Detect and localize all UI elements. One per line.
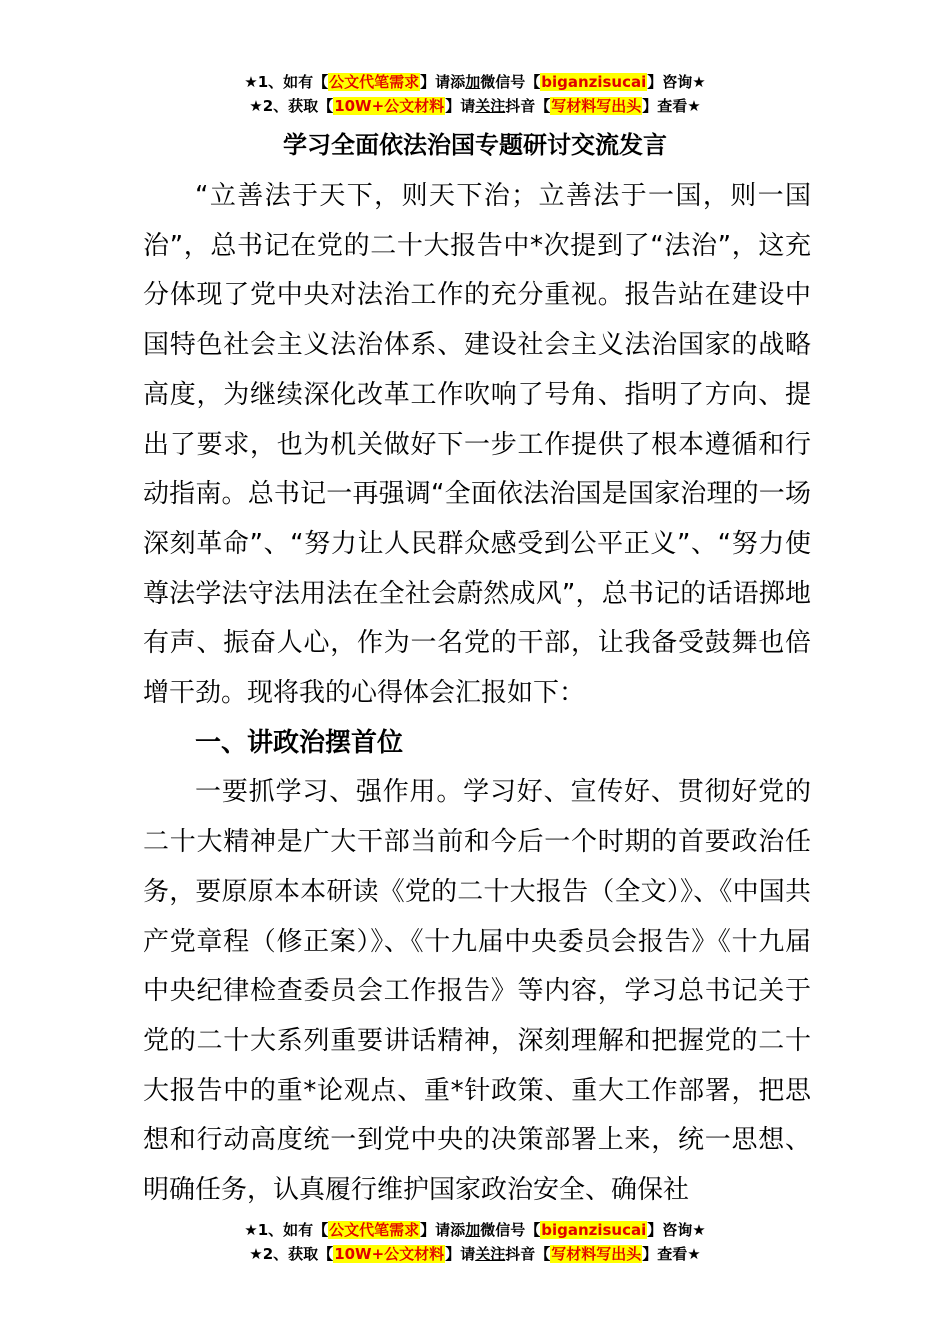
footer-highlight-service: 公文代笔需求 [329, 1221, 420, 1239]
header-highlight-materials: 10W+公文材料 [334, 97, 445, 115]
footer-line-1: ★1、如有【公文代笔需求】请添加微信号【biganzisucai】咨询★ [244, 1221, 706, 1239]
header-line-2: ★2、获取【10W+公文材料】请关注抖音【写材料写出头】查看★ [249, 97, 701, 115]
footer-banner [0, 1218, 950, 1266]
header-highlight-wechat: biganzisucai [541, 73, 647, 91]
header-banner [0, 70, 950, 118]
header-line-1: ★1、如有【公文代笔需求】请添加微信号【biganzisucai】咨询★ [244, 73, 706, 91]
paragraph-intro: “立善法于天下，则天下治；立善法于一国，则一国治”，总书记在党的二十大报告中*次提到了“法治”，这充分体现了党中央对法治工作的充分重视。报告站在建设中国特色社会主义法治体系、建设社会主义法治国家的战略高度，为继续深化改革工作吹响了号角、指明了方向、提出了要求，也为机关做好下一步工作提供了根本遵循和行动指南。总书记一再强调“全面依法治国是国家治理的一场深刻革命”、“努力让人民群众感受到公平正义”、“努力使尊法学法守法用法在全社会蔚然成风”，总书记的话语掷地有声、振奋人心，作为一名党的干部，让我备受鼓舞也倍增干劲。现将我的心得体会汇报如下： [143, 181, 811, 709]
footer-highlight-wechat: biganzisucai [541, 1221, 647, 1239]
section-heading-1: 一、讲政治摆首位 [195, 727, 404, 758]
footer-highlight-douyin: 写材料写出头 [551, 1245, 642, 1263]
header-highlight-douyin: 写材料写出头 [551, 97, 642, 115]
paragraph-section-1: 一要抓学习、强作用。学习好、宣传好、贯彻好党的二十大精神是广大干部当前和今后一个时期的首要政治任务，要原原本本研读《党的二十大报告（全文）》、《中国共产党章程（修正案）》、《十九届中央委员会报告》《十九届中央纪律检查委员会工作报告》等内容，学习总书记关于党的二十大系列重要讲话精神，深刻理解和把握党的二十大报告中的重*论观点、重*针政策、重大工作部署，把思想和行动高度统一到党中央的决策部署上来，统一思想、明确任务，认真履行维护国家政治安全、确保社 [143, 777, 811, 1206]
document-title: 学习全面依法治国专题研讨交流发言 [283, 131, 667, 159]
footer-highlight-materials: 10W+公文材料 [334, 1245, 445, 1263]
document-body [143, 172, 811, 1216]
header-highlight-service: 公文代笔需求 [329, 73, 420, 91]
footer-line-2: ★2、获取【10W+公文材料】请关注抖音【写材料写出头】查看★ [249, 1245, 701, 1263]
